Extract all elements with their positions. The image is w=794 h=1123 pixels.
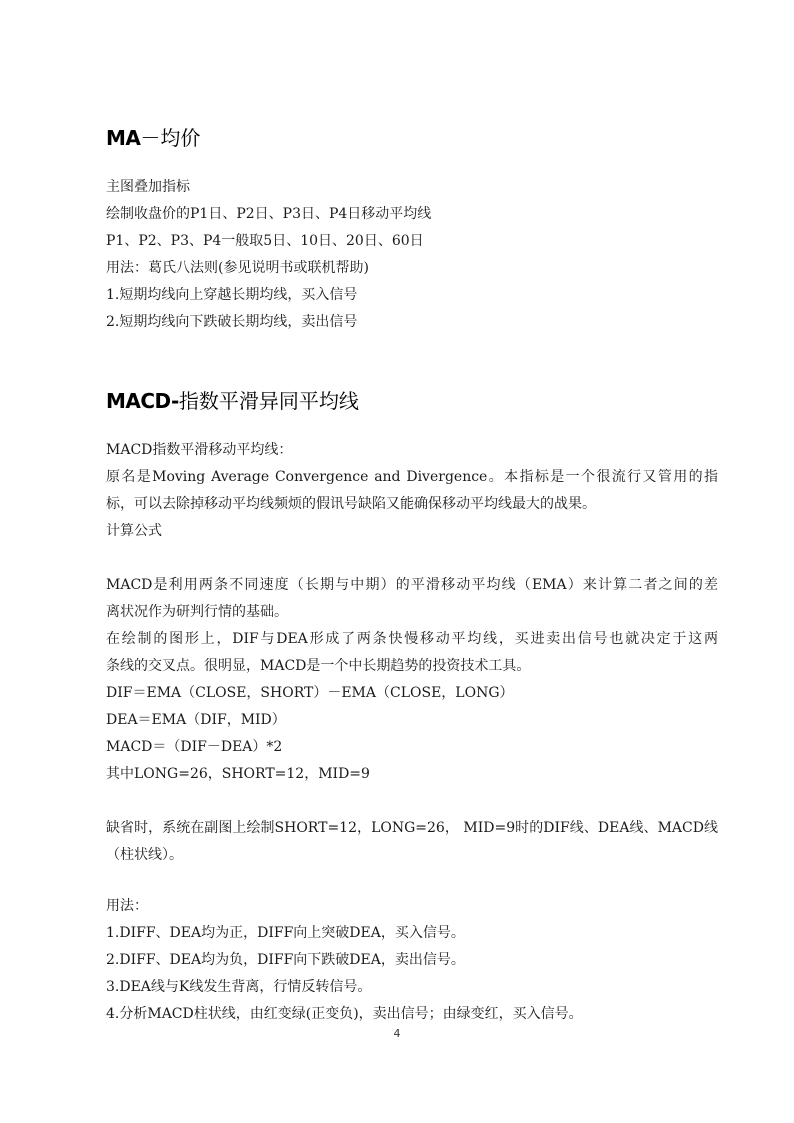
ma-line-3: P1、P2、P3、P4一般取5日、10日、20日、60日 [106, 233, 424, 249]
macd-formula-5: DIF＝EMA（CLOSE，SHORT）－EMA（CLOSE，LONG） [106, 685, 514, 701]
macd-default-2: （柱状线）。 [106, 847, 183, 863]
macd-formula-6: DEA＝EMA（DIF，MID） [106, 712, 286, 728]
ma-line-5: 1.短期均线向上穿越长期均线，买入信号 [106, 287, 358, 303]
macd-formula-4: 条线的交叉点。很明显，MACD是一个中长期趋势的投资技术工具。 [106, 658, 531, 674]
macd-formula-7: MACD＝（DIF－DEA）*2 [106, 739, 283, 755]
section-heading-ma [106, 122, 200, 151]
ma-line-4: 用法：葛氏八法则(参见说明书或联机帮助) [106, 260, 369, 276]
page-number: 4 [393, 1027, 401, 1040]
heading-text: －均价 [140, 126, 201, 150]
macd-intro-3: 标，可以去除掉移动平均线频烦的假讯号缺陷又能确保移动平均线最大的战果。 [106, 496, 596, 512]
macd-usage-1: 1.DIFF、DEA均为正，DIFF向上突破DEA，买入信号。 [106, 925, 465, 941]
ma-line-1: 主图叠加指标 [106, 179, 190, 195]
macd-usage-4: 4.分析MACD柱状线，由红变绿(正变负)，卖出信号；由绿变红，买入信号。 [106, 1006, 583, 1022]
ma-line-6: 2.短期均线向下跌破长期均线，卖出信号 [106, 314, 358, 330]
heading-text: 指数平滑异同平均线 [178, 389, 359, 413]
macd-default-1: 缺省时，系统在副图上绘制SHORT=12，LONG=26， MID=9时的DIF线、DEA线、MACD线 [106, 820, 718, 836]
ma-line-2: 绘制收盘价的P1日、P2日、P3日、P4日移动平均线 [106, 206, 432, 222]
macd-formula-8: 其中LONG=26，SHORT=12，MID=9 [106, 766, 370, 782]
macd-intro-2: 原名是Moving Average Convergence and Divergence。本指标是一个很流行又管用的指 [106, 469, 718, 485]
heading-latin: MA [106, 126, 141, 150]
heading-latin: MACD- [106, 389, 179, 413]
macd-intro-1: MACD指数平滑移动平均线： [106, 442, 293, 458]
macd-usage-title: 用法： [106, 898, 148, 914]
macd-formula-3: 在绘制的图形上，DIF与DEA形成了两条快慢移动平均线，买进卖出信号也就决定于这两 [106, 631, 718, 647]
macd-formula-1: MACD是利用两条不同速度（长期与中期）的平滑移动平均线（EMA）来计算二者之间的差 [106, 577, 718, 593]
macd-usage-3: 3.DEA线与K线发生背离，行情反转信号。 [106, 979, 372, 995]
macd-formula-2: 离状况作为研判行情的基础。 [106, 604, 288, 620]
macd-intro-4: 计算公式 [106, 523, 162, 539]
section-heading-macd [106, 385, 359, 414]
macd-usage-2: 2.DIFF、DEA均为负，DIFF向下跌破DEA，卖出信号。 [106, 952, 465, 968]
